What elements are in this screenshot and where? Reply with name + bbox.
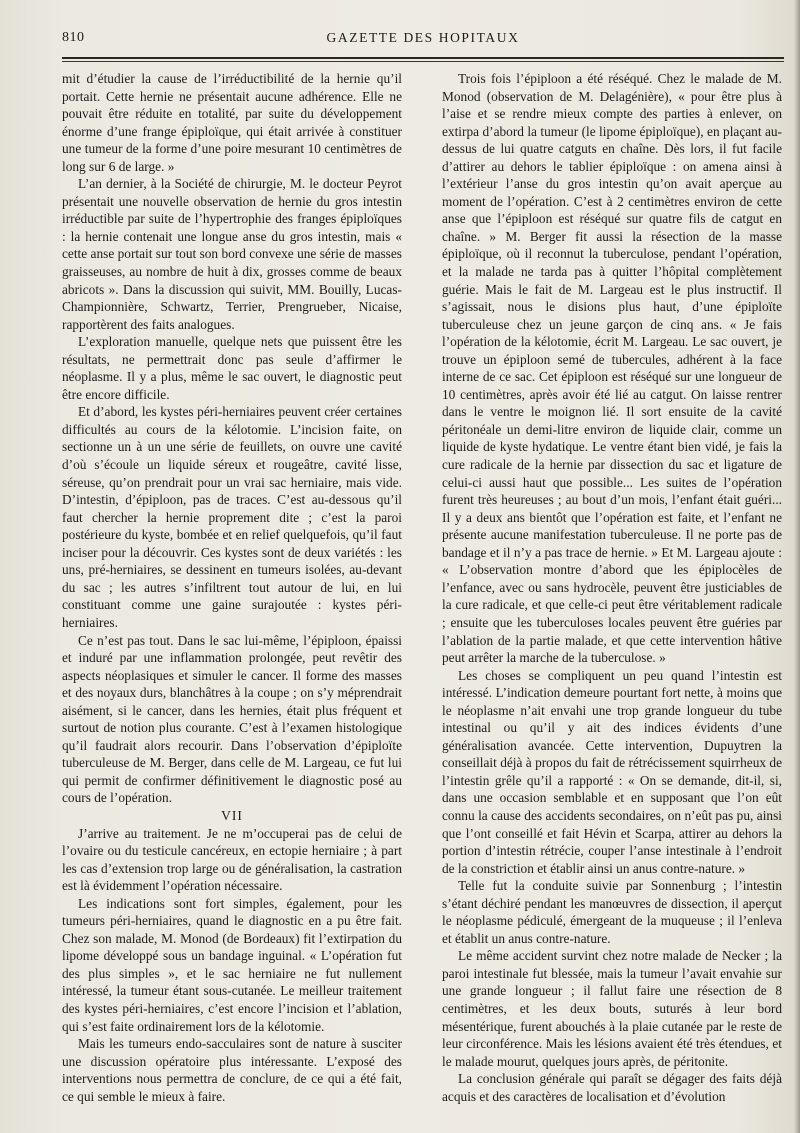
paragraph: Le même accident survint chez notre malade de Necker ; la paroi intestinale fut blessée, mais la tumeur l’avait envahie sur une grande longueur ; il fallut faire une résection de 8 centimètres, et les deux bouts, suturés à leur bord mésentérique, furent abouchés à la plaie cutanée par le reste de leur circonférence. Mais les lésions avaient été très étendues, et le malade mourut, quelques jours après, de péritonite. (442, 948, 782, 1069)
header-rule-thick (62, 57, 784, 59)
header-rule-thin (62, 61, 784, 62)
paragraph: J’arrive au traitement. Je ne m’occuperai pas de celui de l’ovaire ou du testicule cancéreux, en ectopie herniaire ; à part les cas d’extension trop large ou de généralisation, la castration est là évidemment l’opération nécessaire. (62, 825, 402, 894)
page-edge-shadow (794, 0, 800, 1133)
right-column (442, 70, 782, 1105)
page-header (62, 30, 784, 52)
paragraph: Les choses se compliquent un peu quand l’intestin est intéressé. L’indication demeure pourtant fort nette, à moins que le néoplasme n’ait envahi une trop grande longueur du tube intestinal ou qu’il y ait des indices évidents d’une généralisation avancée. Cette intervention, Dupuytren la conseillait déjà à propos du fait de rétrécissement squirrheux de l’intestin grêle qu’il a rapporté : « On se demande, dit-il, si, dans une occasion semblable et en supposant que l’on eût connu la cause des accidents secondaires, on n’eût pas pu, ainsi que l’ont conseillé et fait Hévin et Scarpa, attirer au dehors la portion d’intestin rétrécie, couper l’anse intestinale à l’endroit de la constriction et établir ainsi un anus contre-nature. » (442, 667, 782, 876)
page-number: 810 (62, 30, 85, 45)
paragraph: Ce n’est pas tout. Dans le sac lui-même, l’épiploon, épaissi et induré par une inflammation prolongée, peut revêtir des aspects néoplasiques et simuler le cancer. Il forme des masses et des noyaux durs, blanchâtres à la coupe ; on s’y méprendrait aisément, si le cancer, dans les hernies, était plus fréquent et surtout de notion plus courante. C’est à l’examen histologique qu’il faudrait alors recourir. Dans l’observation d’épiploïte tuberculeuse de M. Berger, dans celle de M. Largeau, ce fut lui qui permit de confirmer définitivement le diagnostic posé au cours de l’opération. (62, 632, 402, 806)
paragraph: mit d’étudier la cause de l’irréductibilité de la hernie qu’il portait. Cette hernie ne présentait aucune adhérence. Elle ne pouvait être réduite en totalité, par suite du développement énorme d’une frange épiploïque, qui était arrivée à constituer une tumeur de la forme d’une poire mesurant 10 centimètres de long sur 6 de large. » (62, 71, 402, 174)
running-title: GAZETTE DES HOPITAUX (326, 30, 520, 45)
paragraph: L’an dernier, à la Société de chirurgie, M. le docteur Peyrot présentait une nouvelle observation de hernie du gros intestin irréductible par suite de l’hypertrophie des franges épiploïques : la hernie contenait une longue anse du gros intestin, mais « cette anse portait sur tout son bord convexe une série de masses graisseuses, au nombre de huit à dix, grosses comme de beaux abricots ». Dans la discussion qui suivit, MM. Bouilly, Lucas-Championnière, Schwartz, Terrier, Prengrueber, Nicaise, rapportèrent des faits analogues. (62, 176, 402, 332)
paragraph: La conclusion générale qui paraît se dégager des faits déjà acquis et des caractères de localisation et d’évolution (442, 1071, 782, 1104)
paragraph: Trois fois l’épiploon a été réséqué. Chez le malade de M. Monod (observation de M. Delagénière), « pour être plus à l’aise et se rendre mieux compte des parties à enlever, on extirpa d’abord la tumeur (le lipome épiploïque), en plaçant au-dessus de lui quatre catguts en chaîne. Dès lors, il fut facile d’attirer au dehors le tablier épiploïque : on amena ainsi à l’extérieur l’anse du gros intestin qu’on avait aperçue au moment de l’opération. C’est à 2 centimètres environ de cette anse que l’épiploon est réséqué sur quatre fils de catgut en chaîne. » M. Berger fit aussi la résection de la masse épiploïque, où il reconnut la tuberculose, pendant l’opération, et la malade ne tarda pas à quitter l’hôpital complètement guérie. Mais le fait de M. Largeau est le plus instructif. Il s’agissait, nous le disions plus haut, d’une épiploïte tuberculeuse chez un jeune garçon de cinq ans. « Je fais l’opération de la kélotomie, écrit M. Largeau. Le sac ouvert, je trouve un épiploon semé de tubercules, adhérent à la face interne de ce sac. Cet épiploon est réséqué sur une longueur de 10 centimètres, après avoir été lié au catgut. On laisse rentrer dans le ventre le moignon lié. Il sort ensuite de la cavité péritonéale un demi-litre environ de liquide clair, comme un liquide de kyste hydatique. Le ventre étant bien vidé, je fais la cure radicale de la hernie par dissection du sac et ligature de celui-ci aussi haut que possible... Les suites de l’opération furent très heureuses ; au bout d’un mois, l’enfant était guéri... Il y a deux ans bientôt que l’opération est faite, et l’enfant ne présente aucune manifestation tuberculeuse. Il ne porte pas de bandage et il n’y a pas trace de hernie. » Et M. Largeau ajoute : « L’observation montre d’abord que les épiplocèles de l’enfance, avec ou sans hydrocèle, peuvent être justiciables de la cure radicale, et que celle-ci peut être véritablement radicale ; ensuite que les tuberculoses locales peuvent être guéries par l’ablation de la partie malade, et que cette intervention hâtive peut arrêter la marche de la tuberculose. » (442, 71, 782, 666)
left-column (62, 70, 402, 1105)
paragraph: Et d’abord, les kystes péri-herniaires peuvent créer certaines difficultés au cours de la kélotomie. L’incision faite, on sectionne un à un une série de feuillets, on ouvre une cavité d’où s’écoule un liquide séreux et rougeâtre, cavité lisse, séreuse, qu’on prendrait pour un vrai sac herniaire, mais vide. D’intestin, d’épiploon, pas de traces. C’est au-dessous qu’il faut chercher la hernie proprement dite ; c’est la paroi postérieure du kyste, bombée et en relief quelquefois, qu’il faut inciser pour la découvrir. Ces kystes sont de deux variétés : les uns, pré-herniaires, se dessinent en tumeurs isolées, au-devant du sac ; les autres s’infiltrent tout autour de lui, en lui constituant comme une gaine surajoutée : kystes péri-herniaires. (62, 404, 402, 630)
paragraph: L’exploration manuelle, quelque nets que puissent être les résultats, ne permettrait donc pas seule d’affirmer le néoplasme. Il y a plus, même le sac ouvert, le diagnostic peut être encore difficile. (62, 334, 402, 402)
paragraph: Telle fut la conduite suivie par Sonnenburg ; l’intestin s’étant déchiré pendant les manœuvres de dissection, il aperçut le néoplasme pédiculé, émergeant de la muqueuse ; il l’enleva et établit un anus contre-nature. (442, 878, 782, 946)
paragraph: Les indications sont fort simples, également, pour les tumeurs péri-herniaires, quand le diagnostic en a pu être fait. Chez son malade, M. Monod (de Bordeaux) fit l’extirpation du lipome développé sous un bandage inguinal. « L’opération fut des plus simples », et le sac herniaire ne fut nullement intéressé, la tumeur étant sous-cutanée. Le meilleur traitement des kystes péri-herniaires, c’est encore l’incision et l’ablation, qui s’est faite ordinairement lors de la kélotomie. (62, 895, 402, 1034)
paragraph: Mais les tumeurs endo-sacculaires sont de nature à susciter une discussion opératoire plus intéressante. L’exposé des interventions nous permettra de conclure, de ce qui a été fait, ce qui semble le mieux à faire. (62, 1036, 402, 1104)
section-heading: VII (221, 807, 243, 823)
